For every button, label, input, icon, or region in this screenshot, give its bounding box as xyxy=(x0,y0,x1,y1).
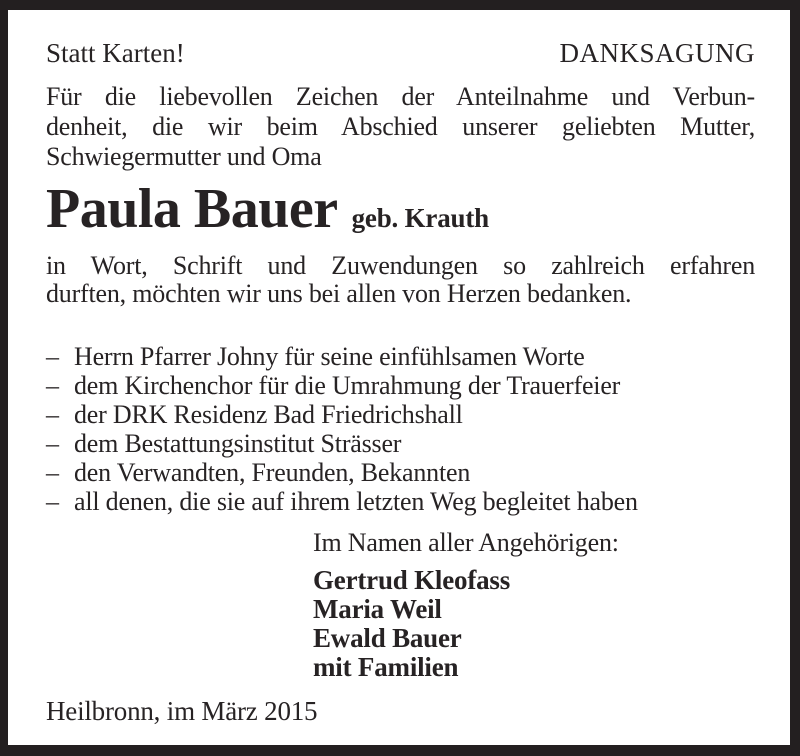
list-item-text: Herrn Pfarrer Johny für seine einfühlsamen Worte xyxy=(74,342,585,371)
closing-names xyxy=(313,566,755,682)
thanks-paragraph xyxy=(46,252,755,308)
intro-line: Schwiegermutter und Oma xyxy=(46,142,322,171)
place-date: Heilbronn, im März 2015 xyxy=(46,696,318,726)
intro-paragraph xyxy=(46,82,755,172)
family-name: Ewald Bauer xyxy=(313,623,462,653)
list-item-text: dem Bestattungsinstitut Strässer xyxy=(74,429,402,458)
dash-marker: – xyxy=(46,429,59,458)
statt-karten-label: Statt Karten! xyxy=(46,38,185,68)
list-item xyxy=(46,487,755,516)
intro-line: denheit, die wir beim Abschied unserer geliebten Mutter, xyxy=(46,112,755,141)
dash-marker: – xyxy=(46,458,59,487)
list-item-text: dem Kirchenchor für die Umrahmung der Trauerfeier xyxy=(74,371,621,400)
list-item xyxy=(46,400,755,429)
closing-heading: Im Namen aller Angehörigen: xyxy=(313,528,619,557)
list-item xyxy=(46,371,755,400)
deceased-name: Paula Bauer xyxy=(46,178,338,240)
intro-line: Für die liebevollen Zeichen der Anteilnahme und Verbun- xyxy=(46,82,755,111)
closing-block xyxy=(313,528,755,682)
thanks-line: in Wort, Schrift und Zuwendungen so zahlreich erfahren xyxy=(46,251,755,280)
maiden-name: geb. Krauth xyxy=(351,203,489,233)
list-item-text: den Verwandten, Freunden, Bekannten xyxy=(74,458,471,487)
list-item-text: all denen, die sie auf ihrem letzten Weg begleitet haben xyxy=(74,487,638,516)
notice-paper xyxy=(8,10,790,745)
dash-marker: – xyxy=(46,342,59,371)
dash-marker: – xyxy=(46,400,59,429)
acknowledgement-list xyxy=(46,342,755,516)
list-item xyxy=(46,342,755,371)
dash-marker: – xyxy=(46,487,59,516)
family-name: Maria Weil xyxy=(313,594,442,624)
thanks-line: durften, möchten wir uns bei allen von Herzen bedanken. xyxy=(46,279,632,308)
dash-marker: – xyxy=(46,371,59,400)
header-row xyxy=(46,38,755,68)
danksagung-heading: DANKSAGUNG xyxy=(559,38,755,68)
family-name: Gertrud Kleofass xyxy=(313,565,511,595)
list-item xyxy=(46,458,755,487)
deceased-name-row xyxy=(46,180,755,238)
list-item xyxy=(46,429,755,458)
family-name: mit Familien xyxy=(313,652,459,682)
list-item-text: der DRK Residenz Bad Friedrichshall xyxy=(74,400,463,429)
